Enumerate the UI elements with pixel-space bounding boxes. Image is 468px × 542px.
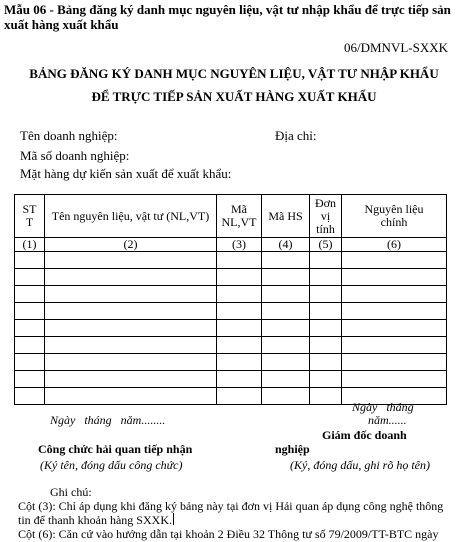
- notes-label: Ghi chú:: [50, 485, 92, 499]
- header-material-name: Tên nguyên liệu, vật tư (NL,VT): [45, 195, 217, 238]
- table-header-row: [15, 195, 447, 238]
- table-row: [15, 354, 447, 371]
- director-title-line-1: Giám đốc doanh: [322, 428, 407, 442]
- column-number: (4): [262, 238, 310, 252]
- material-table: [14, 194, 447, 405]
- customs-officer-title: Công chức hải quan tiếp nhận: [38, 442, 193, 456]
- column-number: (5): [310, 238, 342, 252]
- director-date-line-1: Ngày tháng: [352, 400, 414, 414]
- table-row: [15, 252, 447, 269]
- director-note: (Ký, đóng dấu, ghi rõ họ tên): [290, 458, 430, 472]
- table-row: [15, 303, 447, 320]
- tax-code-field: Mã số doanh nghiệp:: [20, 148, 130, 163]
- document-heading-line-2: ĐỂ TRỰC TIẾP SẢN XUẤT HÀNG XUẤT KHẨU: [91, 89, 377, 104]
- export-goods-field: Mặt hàng dự kiến sản xuất để xuất khẩu:: [20, 166, 232, 181]
- note-line-2: tin để thanh khoản hàng SXXK.: [18, 513, 172, 527]
- note-line-1: Cột (3): Chỉ áp dụng khi đăng ký bảng này tại đơn vị Hải quan áp dụng công nghệ thông: [18, 499, 444, 513]
- text-cursor: [173, 513, 174, 525]
- company-name-field: Tên doanh nghiệp:: [20, 128, 118, 143]
- table-row: [15, 371, 447, 388]
- header-hs-code: Mã HS: [262, 195, 310, 238]
- table-row: [15, 286, 447, 303]
- column-number: (2): [45, 238, 217, 252]
- form-title-line-2: xuất hàng xuất khẩu: [4, 17, 119, 32]
- director-title-line-2: nghiệp: [275, 442, 310, 456]
- column-number-row: [15, 238, 447, 252]
- header-unit: Đơn vị tính: [310, 195, 342, 238]
- column-number: (3): [217, 238, 262, 252]
- column-number: (1): [15, 238, 45, 252]
- form-title-line-1: Mẫu 06 - Bảng đăng ký danh mục nguyên liệu, vật tư nhập khẩu để trực tiếp sản: [4, 2, 451, 17]
- form-code: 06/DMNVL-SXXK: [344, 40, 448, 55]
- note-line-3: Cột (6): Căn cứ vào hướng dẫn tại khoản 2 Điều 32 Thông tư số 79/2009/TT-BTC ngày: [18, 527, 439, 541]
- table-row: [15, 320, 447, 337]
- column-number: (6): [342, 238, 447, 252]
- address-field: Địa chỉ:: [275, 128, 317, 143]
- header-stt: ST T: [15, 195, 45, 238]
- header-main-material: Nguyên liệu chính: [342, 195, 447, 238]
- header-material-code: Mã NL,VT: [217, 195, 262, 238]
- customs-date: Ngày tháng năm........: [50, 413, 166, 427]
- document-heading-line-1: BẢNG ĐĂNG KÝ DANH MỤC NGUYÊN LIỆU, VẬT TƯ NHẬP KHẨU: [29, 66, 439, 81]
- director-date-line-2: năm......: [368, 413, 407, 427]
- table-row: [15, 269, 447, 286]
- table-row: [15, 337, 447, 354]
- customs-officer-note: (Ký tên, đóng dấu công chức): [40, 458, 183, 472]
